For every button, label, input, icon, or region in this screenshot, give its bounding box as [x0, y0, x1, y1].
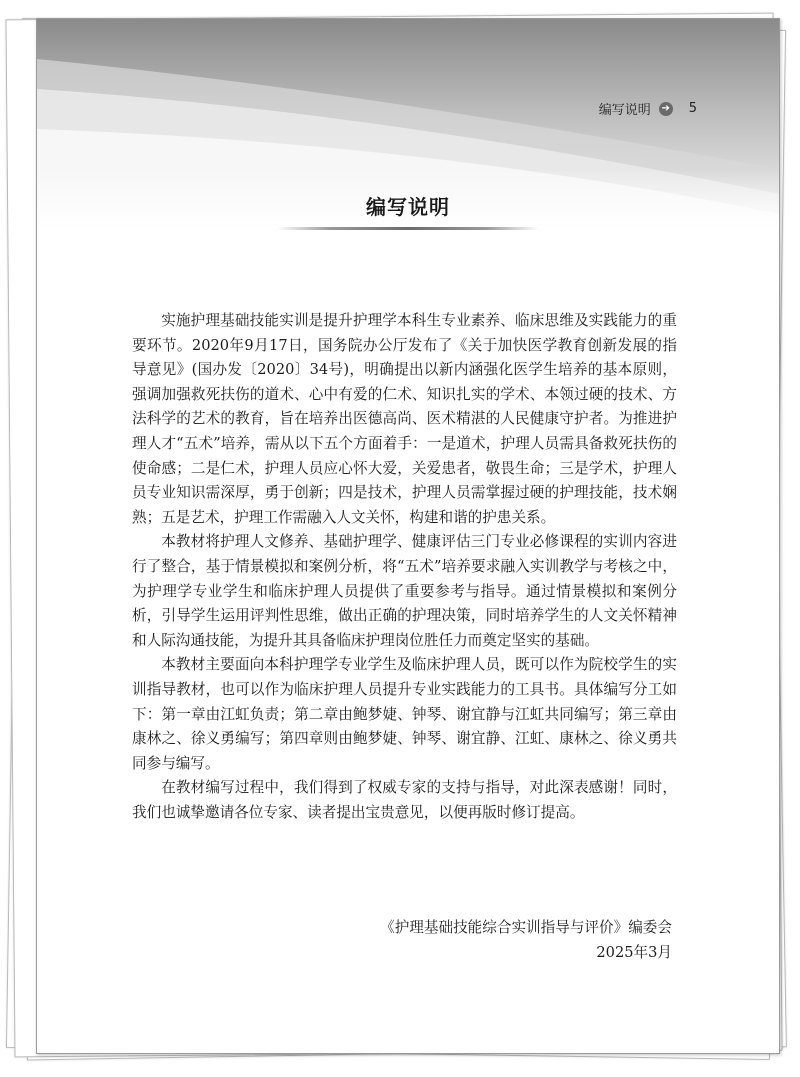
- signature-date: 2025年3月: [596, 943, 672, 961]
- arrow-right-circle-icon: ➔: [659, 102, 673, 116]
- running-head-label: 编写说明: [598, 103, 651, 118]
- page-number: 5: [688, 101, 697, 116]
- committee-name: 《护理基础技能综合实训指导与评价》编委会: [380, 919, 672, 936]
- signature-block: [380, 916, 672, 965]
- book-page: [36, 18, 780, 1054]
- paragraph: 本教材将护理人文修养、基础护理学、健康评估三门专业必修课程的实训内容进行了整合，基于情景模拟和案例分析，将“五术”培养要求融入实训教学与考核之中，为护理学专业学生和临床护理人员提供了重要参考与指导。通过情景模拟和案例分析，引导学生运用评判性思维，做出正确的护理决策，同时培养学生的人文关怀精神和人际沟通技能，为提升其具备临床护理岗位胜任力而奠定坚实的基础。: [132, 533, 677, 649]
- paragraph: 本教材主要面向本科护理学专业学生及临床护理人员，既可以作为院校学生的实训指导教材，也可以作为临床护理人员提升专业实践能力的工具书。具体编写分工如下：第一章由江虹负责；第二章由鲍梦婕、钟琴、谢宜静与江虹共同编写；第三章由康林之、徐义勇编写；第四章则由鲍梦婕、钟琴、谢宜静、江虹、康林之、徐义勇共同参与编写。: [132, 656, 677, 772]
- body-text: [132, 309, 677, 825]
- running-head: [599, 99, 697, 118]
- title-underline: [277, 227, 539, 230]
- page-title: 编写说明: [366, 195, 450, 219]
- paragraph: 实施护理基础技能实训是提升护理学本科生专业素养、临床思维及实践能力的重要环节。2020年9月17日，国务院办公厅发布了《关于加快医学教育创新发展的指导意见》(国办发〔2020〕34号)，明确提出以新内涵强化医学生培养的基本原则，强调加强救死扶伤的道术、心中有爱的仁术、知识扎实的学术、本领过硬的技术、方法科学的艺术的教育，旨在培养出医德高尚、医术精湛的人民健康守护者。为推进护理人才“五术”培养，需从以下五个方面着手：一是道术，护理人员需具备救死扶伤的使命感；二是仁术，护理人员应心怀大爱，关爱患者，敬畏生命；三是学术，护理人员专业知识需深厚，勇于创新；四是技术，护理人员需掌握过硬的护理技能，技术娴熟；五是艺术，护理工作需融入人文关怀，构建和谐的护患关系。: [132, 312, 677, 526]
- paragraph: 在教材编写过程中，我们得到了权威专家的支持与指导，对此深表感谢！同时，我们也诚挚邀请各位专家、读者提出宝贵意见，以便再版时修订提高。: [132, 779, 677, 821]
